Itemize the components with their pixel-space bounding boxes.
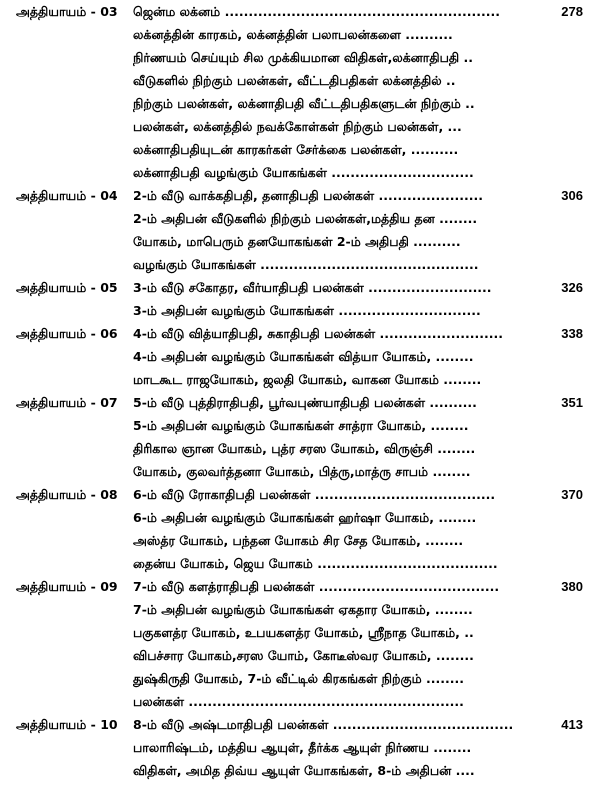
chapter-label: அத்தியாயம் - 04	[16, 188, 118, 203]
toc-line	[133, 92, 583, 115]
toc-text: லக்னத்தின் காரகம், லக்னத்தின் பலாபலன்களை ..........	[133, 27, 453, 42]
chapter-label: அத்தியாயம் - 03	[16, 4, 118, 19]
chapter-04	[0, 184, 600, 276]
toc-text: 4-ம் வீடு வித்யாதிபதி, சுகாதிபதி பலன்கள் ..........................	[133, 326, 503, 341]
toc-line	[133, 368, 583, 391]
toc-text: நிற்கும் பலன்கள், லக்னாதிபதி வீட்டதிபதிகளுடன் நிற்கும் ..	[133, 96, 475, 111]
chapter-08	[0, 483, 600, 575]
toc-line	[133, 184, 583, 207]
chapter-10	[0, 713, 600, 782]
toc-text: 6-ம் அதிபன் வழங்கும் யோகங்கள் ஹர்ஷா யோகம், ........	[133, 510, 477, 525]
chapter-03	[0, 0, 600, 184]
toc-line	[133, 552, 583, 575]
chapter-label: அத்தியாயம் - 06	[16, 326, 118, 341]
toc-text: வழங்கும் யோகங்கள் ..............................................	[133, 257, 479, 272]
toc-line	[133, 299, 583, 322]
toc-line	[133, 230, 583, 253]
toc-text: 7-ம் வீடு களத்ராதிபதி பலன்கள் ......................................	[133, 579, 500, 594]
chapter-09	[0, 575, 600, 713]
chapter-label: அத்தியாயம் - 07	[16, 395, 118, 410]
toc-text: வீடுகளில் நிற்கும் பலன்கள், வீட்டதிபதிகள் லக்னத்தில் ..	[133, 73, 456, 88]
toc-text: பாலாரிஷ்டம், மத்திய ஆயுள், தீர்க்க ஆயுள் நிர்ணய ........	[133, 740, 472, 755]
toc-text: தைன்ய யோகம், ஜெய யோகம் ......................................	[133, 556, 498, 571]
chapter-label: அத்தியாயம் - 05	[16, 280, 118, 295]
toc-line	[133, 253, 583, 276]
toc-line	[133, 322, 583, 345]
toc-text: 5-ம் அதிபன் வழங்கும் யோகங்கள் சாத்ரா யோகம், ........	[133, 418, 469, 433]
page-number: 413	[559, 713, 583, 736]
toc-line	[133, 0, 583, 23]
toc-text: லக்னாதிபதியுடன் காரகர்கள் சேர்க்கை பலன்கள், ..........	[133, 142, 459, 157]
page-number: 326	[559, 276, 583, 299]
toc-line	[133, 690, 583, 713]
chapter-label: அத்தியாயம் - 09	[16, 579, 118, 594]
toc-text: யோகம், குலவர்த்தனா யோகம், பித்ரு,மாத்ரு சாபம் ........	[133, 464, 471, 479]
toc-line	[133, 759, 583, 782]
toc-text: 3-ம் அதிபன் வழங்கும் யோகங்கள் ..............................	[133, 303, 481, 318]
toc-line	[133, 414, 583, 437]
toc-line	[133, 138, 583, 161]
toc-text: யோகம், மாபெரும் தனயோகங்கள் 2-ம் அதிபதி ..........	[133, 234, 461, 249]
toc-line	[133, 23, 583, 46]
toc-line	[133, 667, 583, 690]
chapter-07	[0, 391, 600, 483]
toc-line	[133, 575, 583, 598]
toc-line	[133, 644, 583, 667]
toc-text: பலன்கள் ..........................................................	[133, 694, 464, 709]
chapter-label: அத்தியாயம் - 10	[16, 717, 118, 732]
page-number: 306	[559, 184, 583, 207]
toc-text: திரிகால ஞான யோகம், புத்ர சரஸ யோகம், விருஞ்சி ........	[133, 441, 476, 456]
toc-text: மாடகூட ராஜயோகம், ஜலதி யோகம், வாகன யோகம் ........	[133, 372, 482, 387]
toc-text: விதிகள், அமித திவ்ய ஆயுள் யோகங்கள், 8-ம் அதிபன் ....	[133, 763, 475, 778]
toc-line	[133, 598, 583, 621]
toc-line	[133, 437, 583, 460]
toc-line	[133, 115, 583, 138]
toc-line	[133, 207, 583, 230]
toc-text: 8-ம் வீடு அஷ்டமாதிபதி பலன்கள் ......................................	[133, 717, 514, 732]
toc-text: 6-ம் வீடு ரோகாதிபதி பலன்கள் ......................................	[133, 487, 496, 502]
toc-text: துஷ்கிருதி யோகம், 7-ம் வீட்டில் கிரகங்கள் நிற்கும் ........	[133, 671, 464, 686]
toc-line	[133, 391, 583, 414]
toc-line	[133, 621, 583, 644]
toc-line	[133, 276, 583, 299]
toc-text: லக்னாதிபதி வழங்கும் யோகங்கள் ..............................	[133, 165, 474, 180]
toc-line	[133, 713, 583, 736]
chapter-05	[0, 276, 600, 322]
toc-line	[133, 736, 583, 759]
toc-line	[133, 161, 583, 184]
toc-line	[133, 345, 583, 368]
toc-text: பலன்கள், லக்னத்தில் நவக்கோள்கள் நிற்கும் பலன்கள், ...	[133, 119, 462, 134]
toc-text: பகுகளத்ர யோகம், உபயகளத்ர யோகம், ஸ்ரீநாத யோகம், ..	[133, 625, 474, 640]
page-number: 278	[559, 0, 583, 23]
toc-text: நிர்ணயம் செய்யும் சில முக்கியமான விதிகள்,லக்னாதிபதி ..	[133, 50, 473, 65]
page-number: 380	[559, 575, 583, 598]
toc-line	[133, 69, 583, 92]
toc-text: 3-ம் வீடு சகோதர, வீர்யாதிபதி பலன்கள் ..........................	[133, 280, 492, 295]
toc-text: 7-ம் அதிபன் வழங்கும் யோகங்கள் ஏகதார யோகம், ........	[133, 602, 473, 617]
toc-line	[133, 46, 583, 69]
toc-line	[133, 460, 583, 483]
toc-text: அஸ்த்ர யோகம், பந்தன யோகம் சிர சேத யோகம், ........	[133, 533, 464, 548]
toc-line	[133, 506, 583, 529]
toc-text: 4-ம் அதிபன் வழங்கும் யோகங்கள் வித்யா யோகம், ........	[133, 349, 474, 364]
page-number: 351	[559, 391, 583, 414]
chapter-label: அத்தியாயம் - 08	[16, 487, 118, 502]
chapter-06	[0, 322, 600, 391]
toc-text: 2-ம் அதிபன் வீடுகளில் நிற்கும் பலன்கள்,மத்திய தன ........	[133, 211, 478, 226]
toc-text: விபச்சார யோகம்,சரஸ யோம், கோடீஸ்வர யோகம், ........	[133, 648, 474, 663]
toc-line	[133, 483, 583, 506]
page-number: 370	[559, 483, 583, 506]
toc-text: 5-ம் வீடு புத்திராதிபதி, பூர்வபுண்யாதிபதி பலன்கள் ..........	[133, 395, 477, 410]
page-number: 338	[559, 322, 583, 345]
toc-line	[133, 529, 583, 552]
toc-text: ஜென்ம லக்னம் ..........................................................	[133, 4, 501, 19]
toc-text: 2-ம் வீடு வாக்கதிபதி, தனாதிபதி பலன்கள் ......................	[133, 188, 483, 203]
